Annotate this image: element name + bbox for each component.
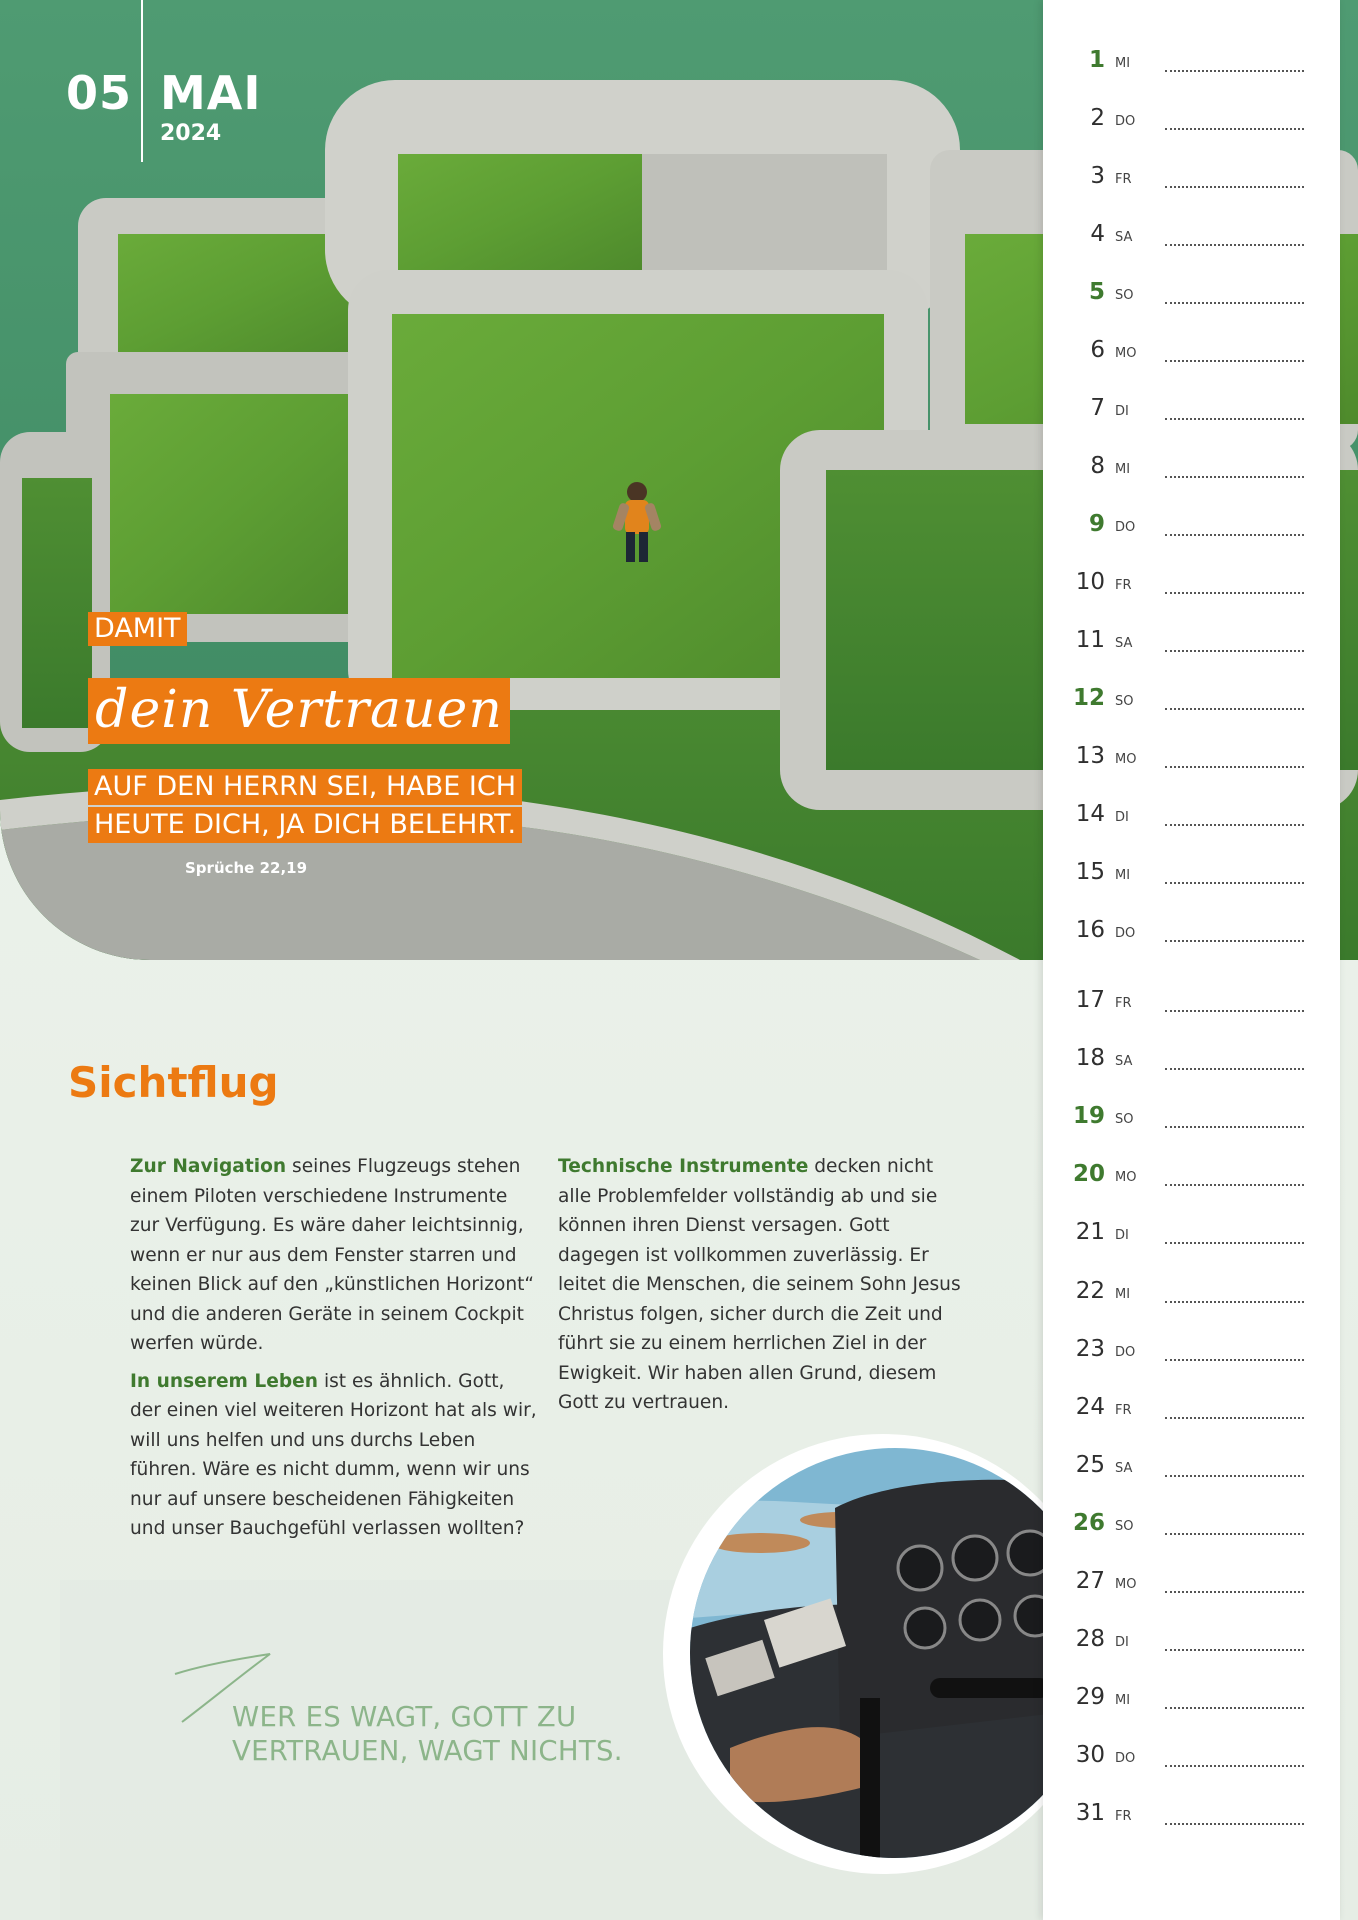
entry-line[interactable] xyxy=(1165,1591,1304,1593)
weekday-label: MO xyxy=(1115,752,1137,767)
calendar-day-28 xyxy=(1043,1619,1340,1659)
article-title: Sichtflug xyxy=(68,1058,279,1107)
day-number: 28 xyxy=(1075,1626,1105,1653)
day-number: 15 xyxy=(1075,859,1105,885)
entry-line[interactable] xyxy=(1165,186,1304,188)
weekday-label: FR xyxy=(1115,1402,1132,1418)
verse-line-4: HEUTE DICH, JA DICH BELEHRT. xyxy=(88,807,522,843)
paragraph-2 xyxy=(130,1367,540,1544)
weekday-label: FR xyxy=(1115,578,1132,593)
day-number: 23 xyxy=(1075,1335,1105,1362)
entry-line[interactable] xyxy=(1165,1765,1304,1767)
entry-line[interactable] xyxy=(1165,708,1304,710)
calendar-day-7 xyxy=(1043,388,1340,428)
calendar-day-30 xyxy=(1043,1735,1340,1775)
entry-line[interactable] xyxy=(1165,128,1304,130)
calendar-day-12 xyxy=(1043,678,1340,718)
closing-quote-line-2: VERTRAUEN, WAGT NICHTS. xyxy=(232,1735,623,1767)
day-number: 5 xyxy=(1088,279,1105,305)
weekday-label: SA xyxy=(1115,1460,1133,1476)
day-number: 19 xyxy=(1072,1103,1105,1130)
calendar-day-6 xyxy=(1043,330,1340,370)
entry-line[interactable] xyxy=(1165,1010,1304,1012)
calendar-day-23 xyxy=(1043,1329,1340,1369)
day-number: 3 xyxy=(1090,163,1105,189)
calendar-day-31 xyxy=(1043,1793,1340,1833)
weekday-label: MI xyxy=(1115,1693,1131,1709)
paragraph-1-lead: Zur Navigation xyxy=(130,1156,287,1177)
calendar-day-20 xyxy=(1043,1154,1340,1194)
calendar-day-3 xyxy=(1043,156,1340,196)
calendar-day-17 xyxy=(1043,980,1340,1020)
day-number: 21 xyxy=(1075,1219,1105,1246)
calendar-day-1 xyxy=(1043,40,1340,80)
calendar-day-27 xyxy=(1043,1561,1340,1601)
weekday-label: DO xyxy=(1115,926,1136,941)
entry-line[interactable] xyxy=(1165,1649,1304,1651)
entry-line[interactable] xyxy=(1165,1707,1304,1709)
day-number: 18 xyxy=(1075,1045,1105,1072)
weekday-label: SO xyxy=(1115,288,1134,303)
day-number: 12 xyxy=(1072,685,1105,711)
calendar-day-19 xyxy=(1043,1096,1340,1136)
calendar-day-16 xyxy=(1043,910,1340,950)
entry-line[interactable] xyxy=(1165,1242,1304,1244)
weekday-label: SO xyxy=(1115,694,1134,709)
calendar-day-4 xyxy=(1043,214,1340,254)
calendar-strip xyxy=(1043,0,1340,1920)
calendar-day-11 xyxy=(1043,620,1340,660)
weekday-label: MO xyxy=(1115,346,1137,361)
day-number: 14 xyxy=(1075,801,1105,827)
weekday-label: DI xyxy=(1115,810,1129,825)
verse-script-line: dein Vertrauen xyxy=(88,678,510,744)
weekday-label: MI xyxy=(1115,1286,1131,1302)
entry-line[interactable] xyxy=(1165,1301,1304,1303)
entry-line[interactable] xyxy=(1165,476,1304,478)
entry-line[interactable] xyxy=(1165,766,1304,768)
paragraph-1-text: seines Flugzeugs stehen einem Piloten verschiedene Instrumente zur Verfügung. Es wäre daher leichtsinnig, wenn er nur aus dem Fenster starren und keinen Blick auf den „künstlichen Horizont“ und die anderen Geräte in seinem Cockpit werfen würde. xyxy=(130,1156,535,1354)
paragraph-1 xyxy=(130,1152,540,1359)
weekday-label: SO xyxy=(1115,1112,1134,1128)
paragraph-3-text: decken nicht alle Problemfelder vollständig ab und sie können ihren Dienst versagen. Gott dagegen ist vollkommen zuverlässig. Er leitet die Menschen, die seinem Sohn Jesus Christus folgen, sicher durch die Zeit und führt sie zu einem herrlichen Ziel in der Ewigkeit. Wir haben allen Grund, diesem Gott zu vertrauen. xyxy=(558,1156,961,1413)
calendar-day-29 xyxy=(1043,1677,1340,1717)
weekday-label: DI xyxy=(1115,404,1129,419)
closing-quote xyxy=(232,1700,623,1768)
day-number: 1 xyxy=(1088,47,1105,73)
calendar-day-26 xyxy=(1043,1503,1340,1543)
calendar-day-15 xyxy=(1043,852,1340,892)
weekday-label: MO xyxy=(1115,1170,1137,1186)
calendar-day-25 xyxy=(1043,1445,1340,1485)
entry-line[interactable] xyxy=(1165,940,1304,942)
calendar-day-24 xyxy=(1043,1387,1340,1427)
weekday-label: DI xyxy=(1115,1228,1129,1244)
weekday-label: MI xyxy=(1115,56,1131,71)
calendar-day-2 xyxy=(1043,98,1340,138)
verse-line-damit: DAMIT xyxy=(88,612,187,646)
entry-line[interactable] xyxy=(1165,244,1304,246)
day-number: 20 xyxy=(1072,1161,1105,1188)
day-number: 26 xyxy=(1072,1509,1105,1536)
day-number: 4 xyxy=(1090,221,1105,247)
cockpit-illustration xyxy=(690,1448,1100,1858)
day-number: 9 xyxy=(1088,511,1105,537)
entry-line[interactable] xyxy=(1165,882,1304,884)
weekday-label: SA xyxy=(1115,636,1133,651)
weekday-label: DO xyxy=(1115,1751,1136,1767)
entry-line[interactable] xyxy=(1165,360,1304,362)
weekday-label: SA xyxy=(1115,230,1133,245)
entry-line[interactable] xyxy=(1165,418,1304,420)
weekday-label: DO xyxy=(1115,1344,1136,1360)
entry-line[interactable] xyxy=(1165,1068,1304,1070)
month-name: MAI xyxy=(160,66,262,120)
entry-line[interactable] xyxy=(1165,1823,1304,1825)
weekday-label: MO xyxy=(1115,1577,1137,1592)
weekday-label: DO xyxy=(1115,520,1136,535)
verse-line-3: AUF DEN HERRN SEI, HABE ICH xyxy=(88,769,522,805)
weekday-label: DO xyxy=(1115,114,1136,129)
paragraph-2-lead: In unserem Leben xyxy=(130,1370,319,1392)
closing-quote-line-1: WER ES WAGT, GOTT ZU xyxy=(232,1701,577,1733)
day-number: 8 xyxy=(1090,453,1105,479)
weekday-label: SA xyxy=(1115,1054,1133,1070)
calendar-day-10 xyxy=(1043,562,1340,602)
weekday-label: MI xyxy=(1115,868,1131,883)
cockpit-photo xyxy=(690,1448,1100,1858)
entry-line[interactable] xyxy=(1165,1475,1304,1477)
weekday-label: MI xyxy=(1115,462,1131,477)
calendar-day-21 xyxy=(1043,1212,1340,1252)
verse-reference: Sprüche 22,19 xyxy=(185,859,308,877)
entry-line[interactable] xyxy=(1165,1417,1304,1419)
paragraph-2-text: ist es ähnlich. Gott, der einen viel weiteren Horizont hat als wir, will uns helfen und uns durchs Leben führen. Wäre es nicht dumm, wenn wir uns nur auf unsere bescheidenen Fähigkeiten und unser Bauchgefühl verlassen wollten? xyxy=(130,1370,537,1539)
entry-line[interactable] xyxy=(1165,592,1304,594)
day-number: 29 xyxy=(1075,1684,1105,1711)
calendar-day-5 xyxy=(1043,272,1340,312)
calendar-day-22 xyxy=(1043,1271,1340,1311)
day-number: 10 xyxy=(1075,569,1105,595)
weekday-label: DI xyxy=(1115,1635,1129,1651)
day-number: 7 xyxy=(1090,395,1105,421)
calendar-day-8 xyxy=(1043,446,1340,486)
calendar-day-9 xyxy=(1043,504,1340,544)
entry-line[interactable] xyxy=(1165,824,1304,826)
day-number: 16 xyxy=(1075,917,1105,943)
day-number: 31 xyxy=(1075,1800,1105,1827)
entry-line[interactable] xyxy=(1165,1533,1304,1535)
weekday-label: FR xyxy=(1115,1809,1132,1825)
day-number: 22 xyxy=(1075,1277,1105,1304)
entry-line[interactable] xyxy=(1165,1184,1304,1186)
month-number: 05 xyxy=(66,66,133,120)
calendar-day-18 xyxy=(1043,1038,1340,1078)
entry-line[interactable] xyxy=(1165,534,1304,536)
entry-line[interactable] xyxy=(1165,1359,1304,1361)
day-number: 2 xyxy=(1090,105,1105,131)
day-number: 27 xyxy=(1075,1568,1105,1594)
article-column-left xyxy=(130,1152,540,1552)
day-number: 30 xyxy=(1075,1742,1105,1769)
year: 2024 xyxy=(160,121,222,146)
weekday-label: SO xyxy=(1115,1518,1134,1534)
article-column-right xyxy=(558,1152,968,1426)
paragraph-3-lead: Technische Instrumente xyxy=(558,1156,809,1177)
day-number: 25 xyxy=(1075,1451,1105,1478)
day-number: 24 xyxy=(1075,1393,1105,1420)
calendar-day-14 xyxy=(1043,794,1340,834)
day-number: 11 xyxy=(1075,627,1105,653)
calendar-day-13 xyxy=(1043,736,1340,776)
weekday-label: FR xyxy=(1115,996,1132,1011)
entry-line[interactable] xyxy=(1165,1126,1304,1128)
entry-line[interactable] xyxy=(1165,302,1304,304)
weekday-label: FR xyxy=(1115,172,1132,187)
entry-line[interactable] xyxy=(1165,650,1304,652)
entry-line[interactable] xyxy=(1165,70,1304,72)
paragraph-3 xyxy=(558,1152,968,1418)
day-number: 17 xyxy=(1075,987,1105,1013)
day-number: 13 xyxy=(1075,743,1105,769)
header-divider xyxy=(141,0,143,162)
day-number: 6 xyxy=(1090,337,1105,363)
